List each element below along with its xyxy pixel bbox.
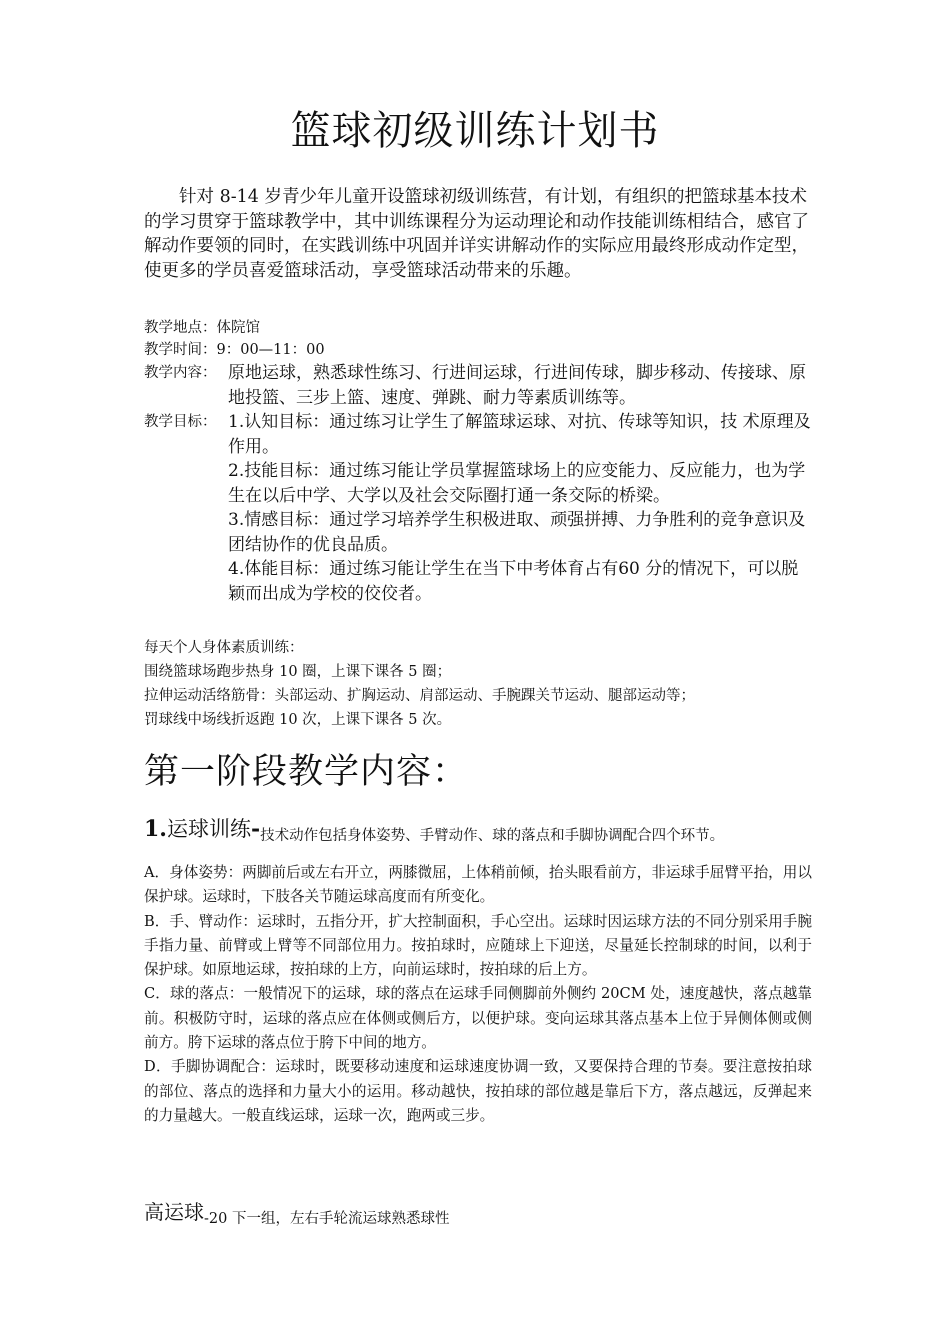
teaching-content-row [144, 361, 814, 410]
teaching-location: 教学地点：体院馆 [144, 320, 260, 336]
daily-training-item: 罚球线中场线折返跑 10 次，上课下课各 5 次。 [144, 712, 452, 728]
teaching-goals-label: 教学目标： [144, 414, 217, 430]
goal-item: 4.体能目标：通过练习能让学生在当下中考体育占有60 分的情况下，可以脱颖而出成为学校的佼佼者。 [228, 559, 799, 604]
point-paragraph: B．手、臂动作：运球时，五指分开，扩大控制面积，手心空出。运球时因运球方法的不同分别采用手腕手指力量、前臂或上臂等不同部位用力。按拍球时，应随球上下迎送，尽量延长控制球的时间，以利于保护球。如原地运球，按拍球的上方，向前运球时，按拍球的后上方。 [144, 912, 812, 979]
high-dribble-desc: -20 下一组，左右手轮流运球熟悉球性 [204, 1211, 450, 1227]
document-title: 篮球初级训练计划书 [290, 108, 660, 154]
dribble-points [144, 861, 812, 1128]
subsection-desc: 技术动作包括身体姿势、手臂动作、球的落点和手脚协调配合四个环节。 [260, 828, 725, 844]
goal-item: 2.技能目标：通过练习能让学员掌握篮球场上的应变能力、反应能力，也为学生在以后中学、大学以及社会交际圈打通一条交际的桥梁。 [228, 461, 806, 506]
high-dribble-title: 高运球 [144, 1200, 204, 1224]
subsection-number: 1. [144, 816, 167, 842]
intro-paragraph: 针对 8-14 岁青少年儿童开设篮球初级训练营，有计划，有组织的把篮球基本技术的学习贯穿于篮球教学中，其中训练课程分为运动理论和动作技能训练相结合，感官了解动作要领的同时，在实践训练中巩固并详实讲解动作的实际应用最终形成动作定型，使更多的学员喜爱篮球活动，享受篮球活动带来的乐趣。 [144, 187, 809, 281]
subsection-heading [144, 813, 724, 843]
teaching-goals-row [144, 410, 814, 606]
daily-training-item: 拉伸运动活络筋骨：头部运动、扩胸运动、肩部运动、手腕踝关节运动、腿部运动等； [144, 688, 695, 704]
teaching-content-label: 教学内容： [144, 365, 217, 381]
subsection-title: 运球训练 [166, 817, 251, 841]
goal-item: 3.情感目标：通过学习培养学生积极进取、顽强拼搏、力争胜利的竞争意识及团结协作的优良品质。 [228, 510, 806, 555]
subsection-dash: - [250, 816, 261, 842]
point-paragraph: D．手脚协调配合：运球时，既要移动速度和运球速度协调一致，又要保持合理的节奏。要注意按拍球的部位、落点的选择和力量大小的运用。移动越快，按拍球的部位越是靠后下方，落点越远，反弹起来的力量越大。一般直线运球，运球一次，跑两或三步。 [144, 1058, 812, 1124]
teaching-info [144, 317, 814, 606]
high-dribble-heading [144, 1196, 449, 1225]
daily-training [144, 636, 824, 732]
point-paragraph: A．身体姿势：两脚前后或左右开立，两膝微屈，上体稍前倾，抬头眼看前方，非运球手屈臂平抬，用以保护球。运球时，下肢各关节随运球高度而有所变化。 [144, 864, 812, 906]
goal-item: 1.认知目标：通过练习让学生了解篮球运球、对抗、传球等知识，技 术原理及作用。 [228, 412, 811, 457]
daily-training-item: 围绕篮球场跑步热身 10 圈，上课下课各 5 圈； [144, 664, 452, 680]
daily-training-heading: 每天个人身体素质训练： [144, 640, 304, 656]
teaching-content-text: 原地运球，熟悉球性练习、行进间运球，行进间传球，脚步移动、传接球、原地投篮、三步上篮、速度、弹跳、耐力等素质训练等。 [228, 363, 806, 408]
section-heading: 第一阶段教学内容： [144, 752, 469, 792]
point-paragraph: C．球的落点：一般情况下的运球，球的落点在运球手同侧脚前外侧约 20CM 处，速度越快，落点越靠前。积极防守时，运球的落点应在体侧或侧后方，以便护球。变向运球其落点基本上位于异侧体侧或侧前方。胯下运球的落点位于胯下中间的地方。 [144, 985, 812, 1052]
teaching-goals-list [228, 410, 814, 606]
teaching-time: 教学时间：9：00—11：00 [144, 342, 325, 358]
